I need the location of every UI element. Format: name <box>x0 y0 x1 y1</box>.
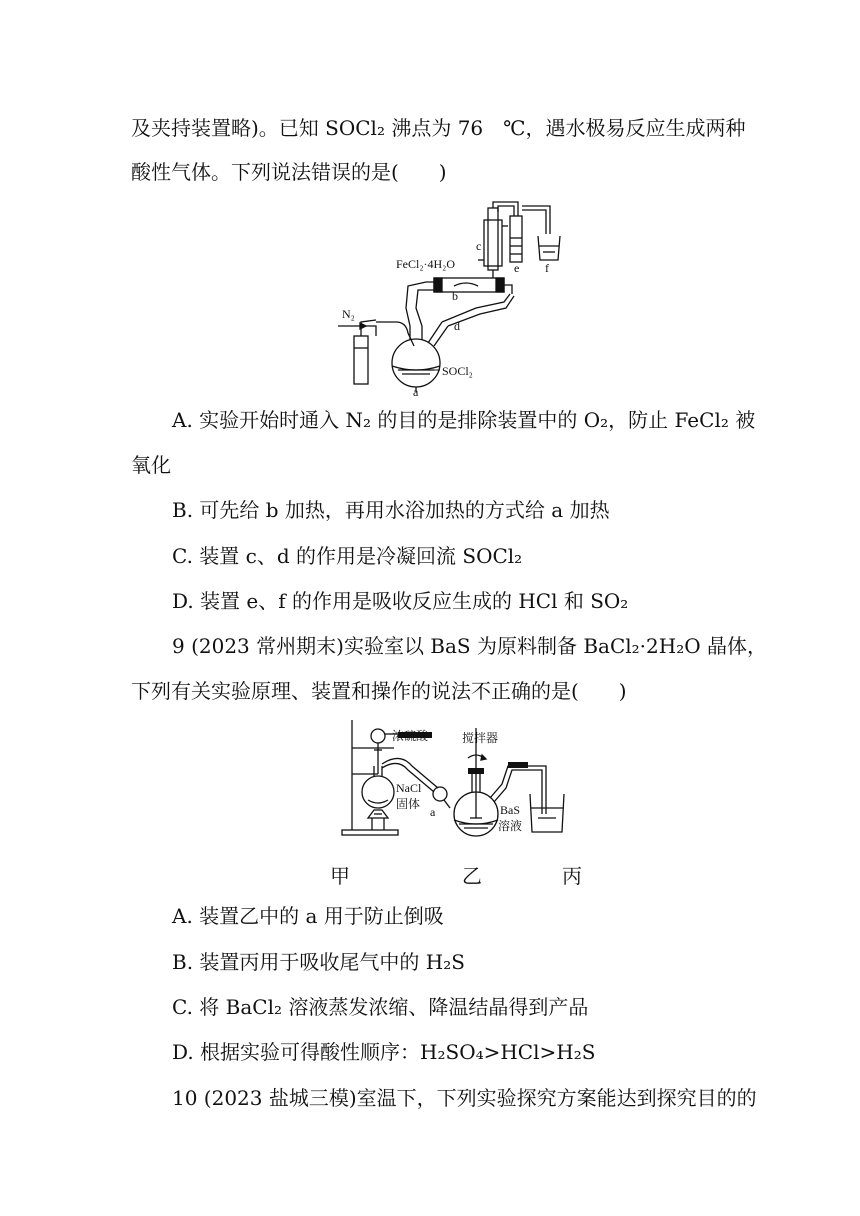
p9-apparatus-figure <box>338 718 588 840</box>
p8-option-a-line-1: A. 实验开始时通入 N₂ 的目的是排除装置中的 O₂，防止 FeCl₂ 被 <box>172 408 756 432</box>
p8-option-c: C. 装置 c、d 的作用是冷凝回流 SOCl₂ <box>172 544 523 568</box>
label-f: f <box>545 261 549 275</box>
caption-bing: 丙 <box>562 864 582 888</box>
p8-apparatus-figure <box>336 198 586 398</box>
label-d: d <box>454 319 460 333</box>
label-c: c <box>476 239 482 253</box>
stirrer-label: 搅拌器 <box>462 731 499 745</box>
label-a-2: a <box>430 805 436 819</box>
p8-option-a-line-2: 氧化 <box>131 453 171 477</box>
conc-acid-label: 浓硫酸 <box>392 729 429 743</box>
p9-option-c: C. 将 BaCl₂ 溶液蒸发浓缩、降温结晶得到产品 <box>172 995 589 1019</box>
bas-label: BaS <box>500 803 521 817</box>
p9-stem-line-1: 9 (2023 常州期末)实验室以 BaS 为原料制备 BaCl₂·2H₂O 晶体， <box>172 634 767 658</box>
p8-option-d: D. 装置 e、f 的作用是吸收反应生成的 HCl 和 SO₂ <box>172 589 629 613</box>
solution-label: 溶液 <box>498 819 523 833</box>
socl2-label: SOCl₂ <box>442 364 473 378</box>
p8-option-b: B. 可先给 b 加热，再用水浴加热的方式给 a 加热 <box>172 498 610 522</box>
p9-option-d: D. 根据实验可得酸性顺序：H₂SO₄>HCl>H₂S <box>172 1040 596 1064</box>
p10-stem-line-1: 10 (2023 盐城三模)室温下，下列实验探究方案能达到探究目的的 <box>172 1086 757 1110</box>
caption-jia: 甲 <box>330 864 350 888</box>
p9-option-a: A. 装置乙中的 a 用于防止倒吸 <box>172 904 444 928</box>
solid-label: 固体 <box>396 797 421 811</box>
caption-yi: 乙 <box>462 864 482 888</box>
label-b: b <box>452 289 458 303</box>
n2-label: N₂ <box>342 307 355 321</box>
p9-stem-line-2: 下列有关实验原理、装置和操作的说法不正确的是( ) <box>131 679 627 703</box>
nacl-label: NaCl <box>396 781 422 795</box>
label-e: e <box>514 261 520 275</box>
p8-stem-line-1: 及夹持装置略)。已知 SOCl₂ 沸点为 76 ℃，遇水极易反应生成两种 <box>131 116 746 140</box>
p9-option-b: B. 装置丙用于吸收尾气中的 H₂S <box>172 950 465 974</box>
label-a: a <box>413 385 419 398</box>
fecl2-label: FeCl₂·4H₂O <box>396 257 456 271</box>
p8-stem-line-2: 酸性气体。下列说法错误的是( ) <box>131 160 447 184</box>
